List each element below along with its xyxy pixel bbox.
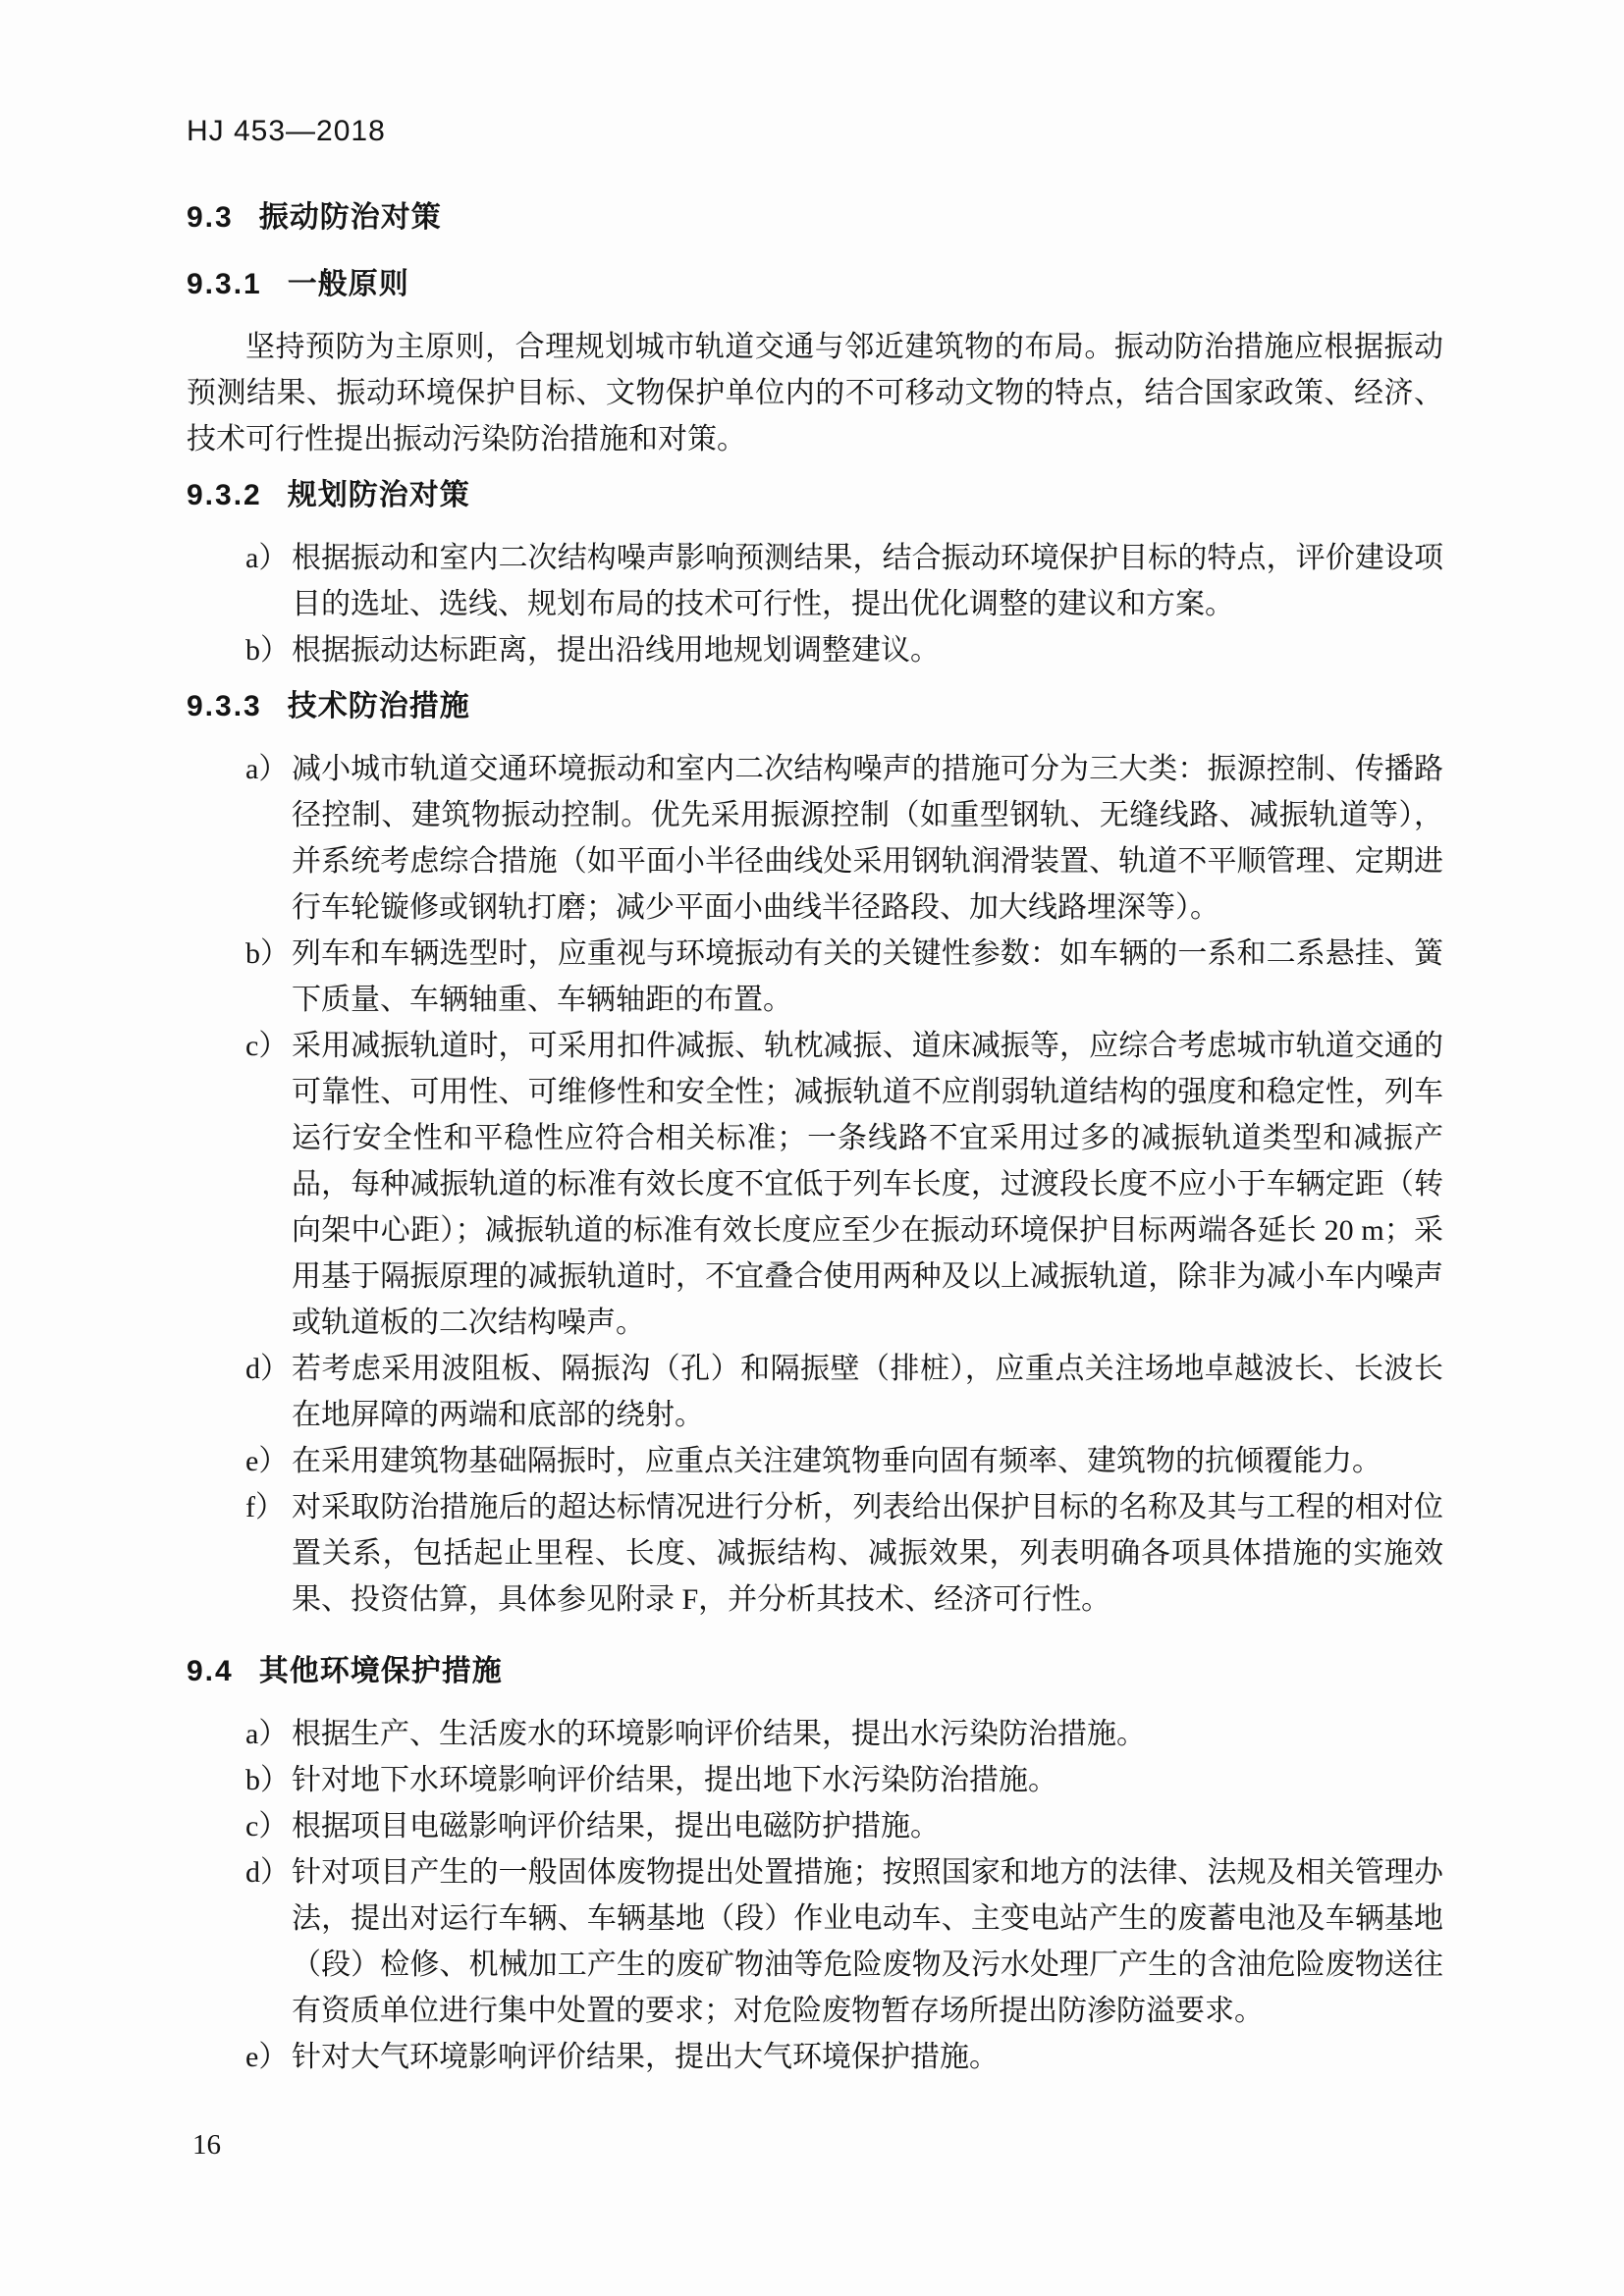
list-item-text: 减小城市轨道交通环境振动和室内二次结构噪声的措施可分为三大类：振源控制、传播路径控制、建筑物振动控制。优先采用振源控制（如重型钢轨、无缝线路、减振轨道等），并系统考虑综合措施（如平面小半径曲线处采用钢轨润滑装置、轨道不平顺管理、定期进行车轮镟修或钢轨打磨；减少平面小曲线半径路段、加大线路埋深等）。 — [292, 753, 1443, 924]
page-number: 16 — [192, 2129, 221, 2161]
list-item-text: 针对地下水环境影响评价结果，提出地下水污染防治措施。 — [292, 1764, 1057, 1796]
list-item-marker: b） — [245, 634, 290, 667]
list-item — [187, 1803, 1443, 1849]
section-number: 9.3 — [187, 201, 234, 234]
section-title: 规划防治对策 — [287, 479, 470, 511]
section-title: 技术防治措施 — [287, 690, 470, 722]
list-item-marker: a） — [245, 1718, 289, 1750]
list-item-text: 针对大气环境影响评价结果，提出大气环境保护措施。 — [292, 2041, 999, 2073]
list-item-text: 针对项目产生的一般固体废物提出处置措施；按照国家和地方的法律、法规及相关管理办法，提出对运行车辆、车辆基地（段）作业电动车、主变电站产生的废蓄电池及车辆基地（段）检修、机械加工产生的废矿物油等危险废物及污水处理厂产生的含油危险废物送往有资质单位进行集中处置的要求；对危险废物暂存场所提出防渗防溢要求。 — [292, 1856, 1443, 2027]
standard-code: HJ 453—2018 — [187, 115, 386, 147]
list-9-3-3 — [187, 746, 1443, 1623]
section-number: 9.3.3 — [187, 690, 262, 722]
paragraph-9-3-1: 坚持预防为主原则，合理规划城市轨道交通与邻近建筑物的布局。振动防治措施应根据振动预测结果、振动环境保护目标、文物保护单位内的不可移动文物的特点，结合国家政策、经济、技术可行性提出振动污染防治措施和对策。 — [187, 331, 1443, 455]
section-number: 9.3.2 — [187, 479, 262, 511]
list-item-text: 根据振动达标距离，提出沿线用地规划调整建议。 — [292, 634, 940, 667]
list-item-text: 根据振动和室内二次结构噪声影响预测结果，结合振动环境保护目标的特点，评价建设项目的选址、选线、规划布局的技术可行性，提出优化调整的建议和方案。 — [292, 542, 1443, 620]
list-item-marker: b） — [245, 937, 290, 970]
list-9-3-2 — [187, 535, 1443, 673]
list-item-marker: b） — [245, 1764, 290, 1796]
list-item-text: 对采取防治措施后的超达标情况进行分析，列表给出保护目标的名称及其与工程的相对位置关系，包括起止里程、长度、减振结构、减振效果，列表明确各项具体措施的实施效果、投资估算，具体参见附录 F，并分析其技术、经济可行性。 — [292, 1491, 1443, 1616]
list-item-marker: a） — [245, 753, 289, 785]
list-item — [187, 2034, 1443, 2080]
list-item-marker: c） — [245, 1030, 289, 1062]
list-item — [187, 1711, 1443, 1757]
section-heading-9-3-1 — [187, 265, 1443, 304]
list-item-marker: d） — [245, 1353, 290, 1385]
section-heading-9-3 — [187, 198, 1443, 238]
list-item — [187, 746, 1443, 931]
list-item — [187, 931, 1443, 1023]
list-item-text: 列车和车辆选型时，应重视与环境振动有关的关键性参数：如车辆的一系和二系悬挂、簧下质量、车辆轴重、车辆轴距的布置。 — [292, 937, 1443, 1016]
list-item — [187, 1849, 1443, 2034]
list-item — [187, 1346, 1443, 1438]
list-item-text: 在采用建筑物基础隔振时，应重点关注建筑物垂向固有频率、建筑物的抗倾覆能力。 — [292, 1445, 1381, 1477]
list-item-marker: d） — [245, 1856, 290, 1889]
section-heading-9-3-3 — [187, 687, 1443, 726]
list-item-marker: e） — [245, 2041, 289, 2073]
section-title: 其他环境保护措施 — [258, 1655, 503, 1687]
list-item-marker: e） — [245, 1445, 289, 1477]
section-title: 振动防治对策 — [258, 201, 442, 234]
list-item — [187, 627, 1443, 673]
list-item-marker: c） — [245, 1810, 289, 1842]
list-item — [187, 1757, 1443, 1803]
list-item — [187, 1438, 1443, 1484]
section-heading-9-3-2 — [187, 476, 1443, 515]
section-heading-9-4 — [187, 1652, 1443, 1691]
list-item-text: 根据项目电磁影响评价结果，提出电磁防护措施。 — [292, 1810, 940, 1842]
list-item-text: 若考虑采用波阻板、隔振沟（孔）和隔振壁（排桩），应重点关注场地卓越波长、长波长在地屏障的两端和底部的绕射。 — [292, 1353, 1443, 1431]
section-number: 9.4 — [187, 1655, 234, 1687]
list-9-4 — [187, 1711, 1443, 2080]
list-item-text: 根据生产、生活废水的环境影响评价结果，提出水污染防治措施。 — [292, 1718, 1146, 1750]
section-title: 一般原则 — [287, 268, 409, 300]
list-item — [187, 1484, 1443, 1623]
list-item — [187, 1023, 1443, 1346]
list-item-marker: a） — [245, 542, 289, 574]
list-item-text: 采用减振轨道时，可采用扣件减振、轨枕减振、道床减振等，应综合考虑城市轨道交通的可靠性、可用性、可维修性和安全性；减振轨道不应削弱轨道结构的强度和稳定性，列车运行安全性和平稳性应符合相关标准；一条线路不宜采用过多的减振轨道类型和减振产品，每种减振轨道的标准有效长度不宜低于列车长度，过渡段长度不应小于车辆定距（转向架中心距）；减振轨道的标准有效长度应至少在振动环境保护目标两端各延长 20 m；采用基于隔振原理的减振轨道时，不宜叠合使用两种及以上减振轨道，除非为减小车内噪声或轨道板的二次结构噪声。 — [292, 1030, 1443, 1339]
list-item — [187, 535, 1443, 627]
section-number: 9.3.1 — [187, 268, 262, 300]
list-item-marker: f） — [245, 1491, 285, 1523]
